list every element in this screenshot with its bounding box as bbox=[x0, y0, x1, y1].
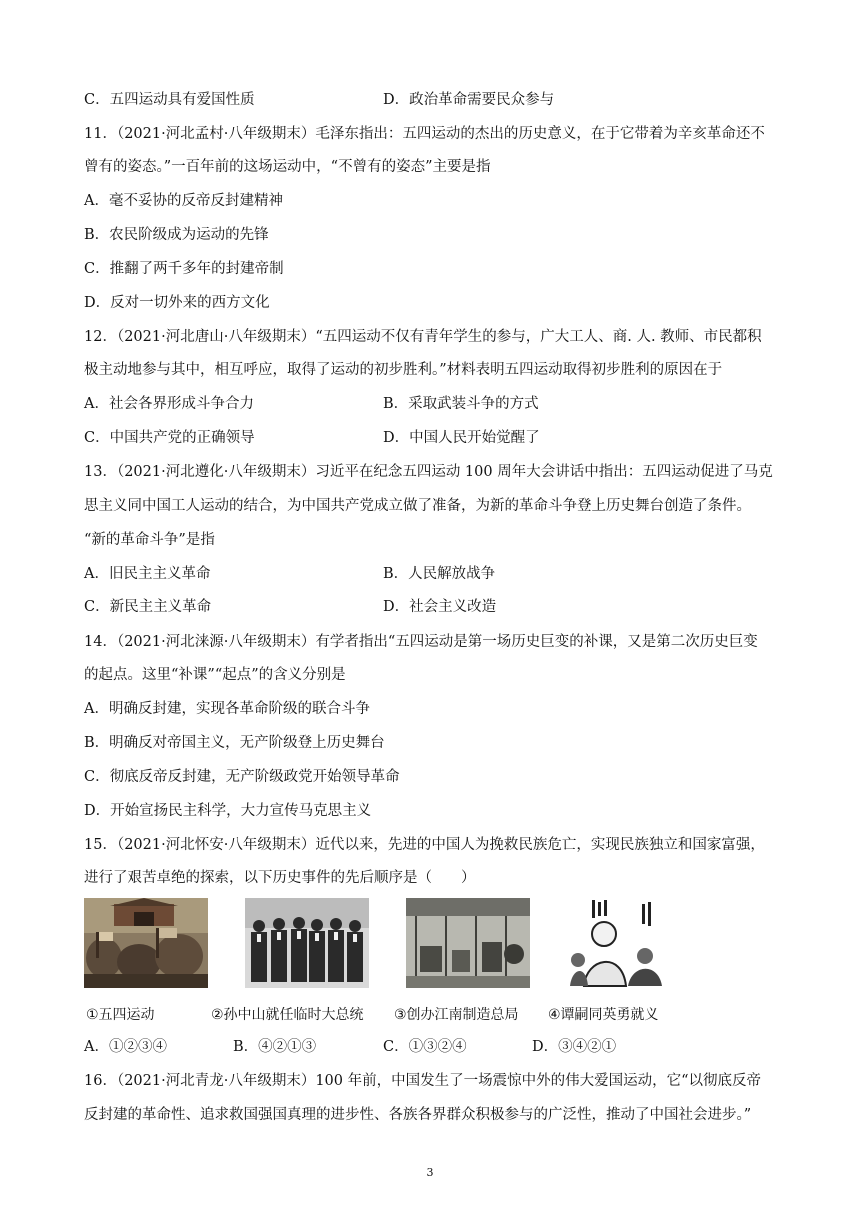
q13-option-b: B．人民解放战争 bbox=[383, 566, 496, 582]
q15-option-c: C．①③②④ bbox=[383, 1039, 467, 1055]
q15-option-b: B．④②①③ bbox=[233, 1039, 317, 1055]
q12-option-a: A．社会各界形成斗争合力 bbox=[84, 396, 254, 412]
q12-option-c: C．中国共产党的正确领导 bbox=[84, 430, 255, 446]
q11-option-b: B．农民阶级成为运动的先锋 bbox=[84, 227, 269, 243]
jiangnan-arsenal-photo bbox=[406, 898, 530, 988]
q13-option-a: A．旧民主主义革命 bbox=[84, 566, 211, 582]
q13-stem-line3: “新的革命斗争”是指 bbox=[84, 532, 215, 548]
q14-stem-line1: 14．（2021·河北涞源·八年级期末）有学者指出“五四运动是第一场历史巨变的补课，又是第二次历史巨变 bbox=[84, 634, 758, 650]
q11-stem-line2: 曾有的姿态。”一百年前的这场运动中，“不曾有的姿态”主要是指 bbox=[84, 159, 491, 175]
q14-option-a: A．明确反封建，实现各革命阶级的联合斗争 bbox=[84, 701, 370, 717]
q15-picture-row bbox=[84, 898, 684, 1028]
q15-option-a: A．①②③④ bbox=[84, 1039, 167, 1055]
q11-stem-line1: 11．（2021·河北孟村·八年级期末）毛泽东指出：五四运动的杰出的历史意义，在于它带着为辛亥革命还不 bbox=[84, 126, 765, 142]
tan-sitong-execution-drawing bbox=[562, 898, 672, 988]
q16-stem-line2: 反封建的革命性、追求救国强国真理的进步性、各族各界群众积极参与的广泛性，推动了中国社会进步。” bbox=[84, 1107, 752, 1123]
q14-option-c: C．彻底反帝反封建，无产阶级政党开始领导革命 bbox=[84, 769, 400, 785]
q13-stem-line1: 13．（2021·河北遵化·八年级期末）习近平在纪念五四运动 100 周年大会讲话中指出：五四运动促进了马克 bbox=[84, 464, 773, 480]
q12-option-b: B．采取武装斗争的方式 bbox=[383, 396, 539, 412]
q12-stem-line2: 极主动地参与其中，相互呼应，取得了运动的初步胜利。”材料表明五四运动取得初步胜利的原因在于 bbox=[84, 362, 723, 378]
q16-stem-line1: 16．（2021·河北青龙·八年级期末）100 年前，中国发生了一场震惊中外的伟大爱国运动，它“以彻底反帝 bbox=[84, 1073, 762, 1089]
q14-option-b: B．明确反对帝国主义，无产阶级登上历史舞台 bbox=[84, 735, 385, 751]
q11-option-c: C．推翻了两千多年的封建帝制 bbox=[84, 261, 284, 277]
q15-option-d: D．③④②① bbox=[532, 1039, 617, 1055]
q15-stem-line1: 15．（2021·河北怀安·八年级期末）近代以来，先进的中国人为挽救民族危亡，实现民族独立和国家富强， bbox=[84, 837, 765, 853]
caption-4: ④谭嗣同英勇就义 bbox=[548, 1007, 659, 1023]
q13-option-d: D．社会主义改造 bbox=[383, 599, 497, 615]
caption-1: ①五四运动 bbox=[86, 1007, 155, 1023]
caption-3: ③创办江南制造总局 bbox=[394, 1007, 519, 1023]
page-number: 3 bbox=[426, 1166, 434, 1179]
q13-option-c: C．新民主主义革命 bbox=[84, 599, 212, 615]
q13-stem-line2: 思主义同中国工人运动的结合，为中国共产党成立做了准备，为新的革命斗争登上历史舞台创造了条件。 bbox=[84, 498, 751, 514]
q11-option-d: D．反对一切外来的西方文化 bbox=[84, 295, 270, 311]
sun-yat-sen-inauguration-photo bbox=[245, 898, 369, 988]
q10-option-d: D．政治革命需要民众参与 bbox=[383, 92, 555, 108]
caption-2: ②孙中山就任临时大总统 bbox=[211, 1007, 364, 1023]
q11-option-a: A．毫不妥协的反帝反封建精神 bbox=[84, 193, 283, 209]
q12-option-d: D．中国人民开始觉醒了 bbox=[383, 430, 540, 446]
q14-stem-line2: 的起点。这里“补课”“起点”的含义分别是 bbox=[84, 667, 346, 683]
q12-stem-line1: 12．（2021·河北唐山·八年级期末）“五四运动不仅有青年学生的参与，广大工人、商. 人. 教师、市民都积 bbox=[84, 329, 762, 345]
q14-option-d: D．开始宣扬民主科学，大力宣传马克思主义 bbox=[84, 803, 372, 819]
may-fourth-movement-photo bbox=[84, 898, 208, 988]
q10-option-c: C．五四运动具有爱国性质 bbox=[84, 92, 255, 108]
q15-stem-line2: 进行了艰苦卓绝的探索，以下历史事件的先后顺序是（ ） bbox=[84, 870, 476, 886]
